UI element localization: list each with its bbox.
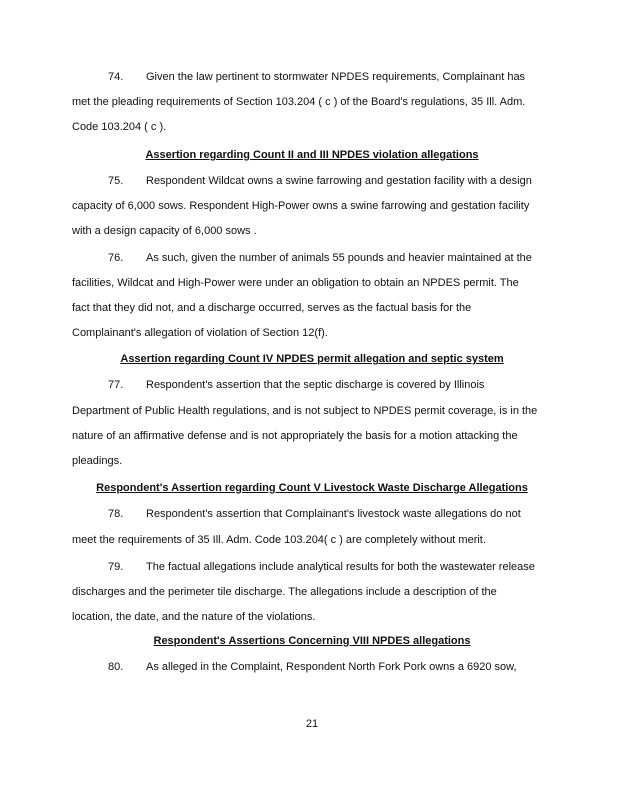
paragraph-number: 80.: [108, 661, 124, 673]
section-heading: [0, 482, 624, 495]
paragraph-line: capacity of 6,000 sows. Respondent High-Power owns a swine farrowing and gestation facility: [72, 200, 530, 212]
paragraph-line: meet the requirements of 35 Ill. Adm. Code 103.204( c ) are completely without merit.: [72, 534, 486, 546]
paragraph-line: pleadings.: [72, 455, 123, 467]
paragraph-line: As alleged in the Complaint, Respondent North Fork Pork owns a 6920 sow,: [146, 661, 517, 673]
paragraph-line: Code 103.204 ( c ).: [72, 121, 167, 133]
paragraph-line: Respondent's assertion that the septic discharge is covered by Illinois: [146, 379, 485, 391]
paragraph-number: 76.: [108, 252, 124, 264]
paragraph-line: discharges and the perimeter tile discharge. The allegations include a description of the: [72, 586, 497, 598]
paragraph-line: Respondent Wildcat owns a swine farrowing and gestation facility with a design: [146, 175, 532, 187]
paragraph-line: fact that they did not, and a discharge occurred, serves as the factual basis for the: [72, 302, 472, 314]
paragraph-number: 75.: [108, 175, 124, 187]
paragraph-line: location, the date, and the nature of the violations.: [72, 611, 316, 623]
paragraph-line: Department of Public Health regulations, and is not subject to NPDES permit coverage, is in the: [72, 405, 538, 417]
paragraph-number: 74.: [108, 71, 124, 83]
page-number: 21: [305, 718, 319, 730]
paragraph-line: Respondent's assertion that Complainant's livestock waste allegations do not: [146, 508, 521, 520]
paragraph-line: facilities, Wildcat and High-Power were under an obligation to obtain an NPDES permit. The: [72, 277, 519, 289]
section-heading-text: Respondent's Assertions Concerning VIII NPDES allegations: [153, 635, 471, 647]
paragraph-line: The factual allegations include analytical results for both the wastewater release: [146, 561, 535, 573]
paragraph-line: nature of an affirmative defense and is not appropriately the basis for a motion attacking the: [72, 430, 518, 442]
paragraph-line: Given the law pertinent to stormwater NPDES requirements, Complainant has: [146, 71, 526, 83]
section-heading-text: Assertion regarding Count IV NPDES permit allegation and septic system: [120, 353, 504, 365]
paragraph-number: 79.: [108, 561, 124, 573]
paragraph-line: Complainant's allegation of violation of Section 12(f).: [72, 327, 328, 339]
section-heading: [0, 353, 624, 366]
section-heading: [0, 149, 624, 162]
section-heading-text: Assertion regarding Count II and III NPDES violation allegations: [145, 149, 479, 161]
paragraph-line: As such, given the number of animals 55 pounds and heavier maintained at the: [146, 252, 532, 264]
paragraph-number: 78.: [108, 508, 124, 520]
paragraph-line: with a design capacity of 6,000 sows .: [72, 225, 257, 237]
paragraph-number: 77.: [108, 379, 124, 391]
section-heading-text: Respondent's Assertion regarding Count V Livestock Waste Discharge Allegations: [96, 482, 528, 494]
paragraph-line: met the pleading requirements of Section 103.204 ( c ) of the Board's regulations, 35 Ill. Adm.: [72, 96, 526, 108]
section-heading: [0, 635, 624, 648]
